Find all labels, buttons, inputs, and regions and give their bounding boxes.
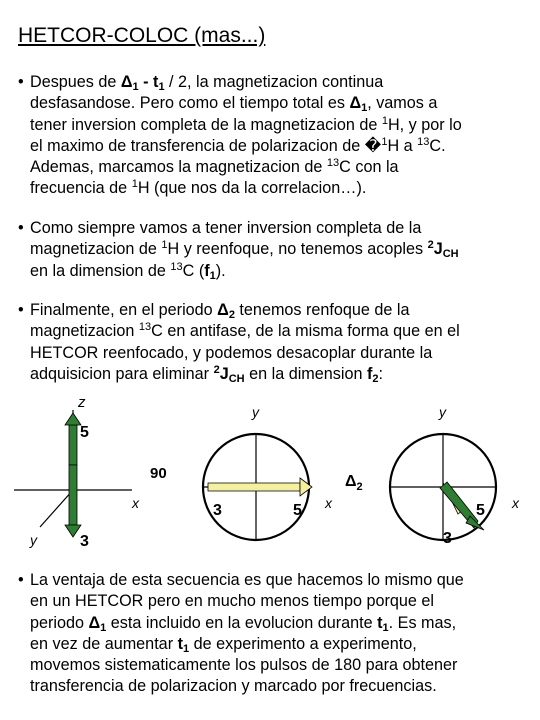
label-3: 3	[443, 530, 452, 547]
circle-diagram-1	[150, 404, 312, 540]
vector-5-up	[69, 425, 77, 465]
arrowhead-yellow	[300, 478, 312, 496]
paragraph-3: • Finalmente, en el periodo $\Delta_2$ tenemos renfoque de la magnetizacion $^{13}$C en antifase, de la misma forma que en el HETCOR reenfocado, y podemos desacoplar durante la adquisicion para eliminar $^2J_{CH}$ en la dimension $f_2$:	[18, 301, 460, 385]
paragraph-4: • La ventaja de esta secuencia es que hacemos lo mismo que en un HETCOR pero en mucho menos tiempo porque el periodo $\Delta_1$ esta incluido en la evolucion durante $t_1$. Es mas, en vez de aumentar $t_1$ de experimento a experimento, movemos sistematicamente los pulsos de 180 para obtener transferencia de polarizacion y marcado por frecuencias.	[18, 571, 464, 696]
label-5: 5	[476, 502, 485, 519]
axis-system-3d	[14, 394, 140, 550]
label-90: 90	[150, 465, 167, 482]
x-label-right: x	[512, 495, 519, 511]
bullet: •	[18, 301, 24, 319]
label-3: 3	[80, 533, 89, 550]
y-axis	[40, 490, 73, 527]
arrowhead-up	[65, 413, 81, 425]
circle-diagram-2	[324, 404, 520, 547]
bullet: •	[18, 571, 24, 589]
paragraph-2: • Como siempre vamos a tener inversion completa de la magnetizacion de $^1$H y reenfoque, no tenemos acoples $^2J_{CH}$ en la dimension de $^{13}$C $(f_1)$.	[18, 219, 459, 282]
arrowhead-down	[65, 525, 81, 537]
y-label: y	[439, 404, 446, 420]
paragraph-1: • Despues de $\Delta_1 - t_1 / 2$, la magnetizacion continua desfasandose. Pero como el tiempo total es $\Delta_1$, vamos a tener inversion completa de la magnetizacion de $^1$H, y por lo el maximo de transferencia de polarizacion de �$^1$H a $^{13}$C. Ademas, marcamos la magnetizacion de $^{13}$C con la frecuencia de $^1$H (que nos da la correlacion…).	[18, 73, 462, 198]
slide-title: HETCOR-COLOC (mas...)	[18, 24, 266, 47]
vector-3-down	[69, 465, 77, 525]
x-label: x	[132, 495, 139, 511]
bullet: •	[18, 219, 24, 237]
label-5: 5	[80, 424, 89, 441]
bullet: •	[18, 73, 24, 91]
delta-label: $\Delta_2$	[345, 473, 363, 493]
y-label: y	[252, 404, 259, 420]
label-3: 3	[213, 502, 222, 519]
label-5: 5	[293, 502, 302, 519]
vector-yellow	[208, 483, 300, 491]
z-label: z	[78, 394, 86, 411]
y-label: y	[30, 532, 37, 548]
x-label-left: x	[325, 495, 332, 511]
vector-diagram	[0, 385, 540, 565]
